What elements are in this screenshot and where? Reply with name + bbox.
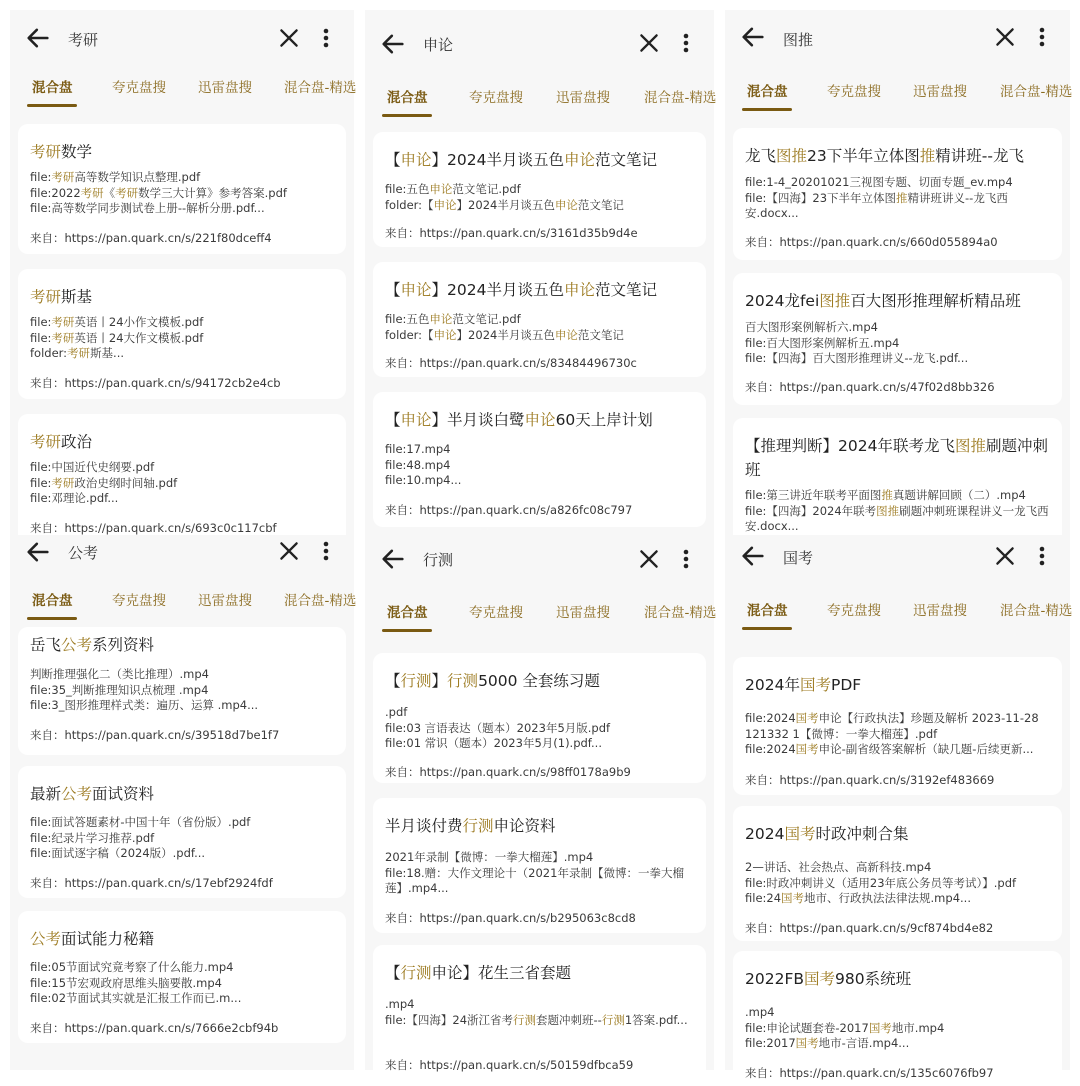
- tab-indicator: [742, 108, 792, 111]
- result-files: [30, 170, 336, 217]
- search-term-highlight: 国考: [868, 1020, 892, 1035]
- file-entry: file:3_图形推理样式类：遍历、运算 .mp4...: [30, 698, 259, 712]
- file-entry: file:17.mp4: [385, 442, 451, 456]
- results-list: [365, 645, 714, 1070]
- result-title: 考研数学: [30, 143, 93, 161]
- result-source[interactable]: 来自：https://pan.quark.cn/s/47f02d8bb326: [745, 380, 995, 394]
- file-entry: file:面试答题素材-中国十年（省份版）.pdf: [30, 815, 251, 829]
- close-icon[interactable]: [636, 546, 662, 572]
- file-entry: file:中国近代史纲要.pdf: [30, 460, 155, 474]
- file-entry: 判断推理强化二（类比推理）.mp4: [30, 667, 209, 681]
- search-panel-xingce: [365, 535, 717, 1072]
- search-term-highlight: 申论: [400, 411, 432, 429]
- result-card[interactable]: [18, 414, 346, 544]
- result-title: 2024年国考PDF: [745, 676, 862, 694]
- result-card[interactable]: [733, 128, 1062, 260]
- result-title: 【行测申论】花生三省套题: [385, 964, 572, 982]
- top-bar: [725, 535, 1070, 581]
- search-term-highlight: 行测: [601, 1012, 625, 1027]
- search-term-highlight: 申论: [433, 327, 457, 342]
- file-entry: file:24国考地市、行政执法法律法规.mp4...: [745, 891, 971, 905]
- result-card[interactable]: [18, 269, 346, 399]
- search-term-highlight: 图推: [819, 292, 851, 310]
- tab-quark[interactable]: 夸克盘搜: [827, 84, 881, 100]
- tab-xunlei[interactable]: 迅雷盘搜: [198, 593, 252, 609]
- result-title: 岳飞公考系列资料: [30, 636, 155, 654]
- result-card[interactable]: [18, 766, 346, 898]
- result-files: [385, 850, 696, 897]
- file-entry: file:五色申论范文笔记.pdf: [385, 182, 521, 196]
- result-files: [30, 960, 336, 1007]
- file-entry: 百大图形案例解析六.mp4: [745, 320, 878, 334]
- search-term-highlight: 行测: [513, 1012, 537, 1027]
- file-entry: file:【四海】2024年联考图推刷题冲刺班课程讲义一龙飞西安.docx...: [745, 503, 1049, 533]
- result-source[interactable]: 来自：https://pan.quark.cn/s/3192ef483669: [745, 773, 995, 787]
- result-source[interactable]: 来自：https://pan.quark.cn/s/39518d7be1f7: [30, 728, 280, 742]
- more-vertical-icon[interactable]: [316, 25, 336, 51]
- result-files: [745, 711, 1052, 758]
- search-term-highlight: 申论: [400, 281, 432, 299]
- tab-indicator: [27, 617, 77, 620]
- result-title: 【申论】半月谈白鹭申论60天上岸计划: [385, 411, 653, 429]
- result-source[interactable]: 来自：https://pan.quark.cn/s/660d055894a0: [745, 235, 998, 249]
- search-term-highlight: 行测: [462, 817, 494, 835]
- tab-mixed-featured[interactable]: 混合盘-精选: [1000, 84, 1073, 100]
- close-icon[interactable]: [276, 538, 302, 564]
- search-term-highlight: 推: [896, 190, 908, 205]
- file-entry: file:邓理论.pdf...: [30, 491, 119, 505]
- result-source[interactable]: 来自：https://pan.quark.cn/s/98ff0178a9b9: [385, 765, 631, 779]
- file-entry: file:2017国考地市-言语.mp4...: [745, 1036, 910, 1050]
- arrow-left-icon[interactable]: [379, 545, 407, 573]
- search-term-highlight: 考研: [30, 143, 62, 161]
- result-source[interactable]: 来自：https://pan.quark.cn/s/17ebf2924fdf: [30, 876, 273, 890]
- result-files: [745, 1005, 1052, 1052]
- file-entry: file:时政冲刺讲义（适用23年底公务员等考试）】.pdf: [745, 875, 1017, 890]
- file-entry: file:2024国考申论-副省级答案解析（缺几题-后续更新...: [745, 742, 1034, 756]
- tab-bar: [10, 68, 357, 114]
- search-term-highlight: 考研: [80, 185, 104, 200]
- tab-indicator: [382, 114, 432, 117]
- search-term-highlight: 考研: [115, 185, 139, 200]
- result-files: [385, 705, 696, 752]
- arrow-left-icon[interactable]: [24, 24, 52, 52]
- search-query[interactable]: 行测: [423, 551, 454, 569]
- tab-xunlei[interactable]: 迅雷盘搜: [198, 80, 252, 96]
- file-entry: file:03 言语表达（题本）2023年5月版.pdf: [385, 720, 611, 735]
- file-entry: file:面试逐字稿（2024版）.pdf...: [30, 846, 206, 860]
- result-files: [745, 320, 1052, 367]
- result-title: 2022FB国考980系统班: [745, 970, 912, 988]
- file-entry: file:【四海】百大图形推理讲义--龙飞.pdf...: [745, 351, 969, 365]
- tab-quark[interactable]: 夸克盘搜: [112, 80, 166, 96]
- file-entry: file:【四海】23下半年立体图推精讲班讲义--龙飞西安.docx...: [745, 190, 1008, 220]
- tab-bar: [725, 591, 1073, 637]
- file-entry: file:【四海】24浙江省考行测套题冲刺班--行测1答案.pdf...: [385, 1012, 688, 1027]
- result-card[interactable]: [373, 945, 706, 1080]
- result-files: [385, 997, 696, 1028]
- result-card[interactable]: [373, 392, 706, 527]
- file-entry: file:10.mp4...: [385, 473, 462, 487]
- results-list: [365, 124, 714, 535]
- result-title: 【行测】行测5000 全套练习题: [385, 672, 600, 690]
- search-term-highlight: 行测: [447, 672, 479, 690]
- result-files: [745, 488, 1052, 535]
- close-icon[interactable]: [636, 30, 662, 56]
- tab-mixed-featured[interactable]: 混合盘-精选: [284, 593, 357, 609]
- file-entry: file:申论试题套卷-2017国考地市.mp4: [745, 1020, 945, 1035]
- search-term-highlight: 国考: [795, 711, 819, 725]
- file-entry: file:五色申论范文笔记.pdf: [385, 312, 521, 326]
- file-entry: file:高等数学同步测试卷上册--解析分册.pdf...: [30, 201, 265, 215]
- search-term-highlight: 国考: [781, 891, 805, 905]
- tab-bar: [10, 581, 357, 627]
- top-bar: [10, 535, 354, 575]
- tab-indicator: [742, 627, 792, 630]
- tab-mixed[interactable]: 混合盘: [32, 80, 73, 96]
- result-title: 【推理判断】2024年联考龙飞图推刷题冲刺班: [745, 437, 1048, 479]
- search-panel-gongkao: [10, 535, 357, 1070]
- search-term-highlight: 考研: [51, 475, 75, 490]
- search-panel-tutui: [725, 10, 1073, 535]
- search-term-highlight: 考研: [51, 315, 75, 329]
- result-card[interactable]: [733, 273, 1062, 405]
- result-card[interactable]: [373, 798, 706, 933]
- file-entry: file:1-4_20201021三视图专题、切面专题_ev.mp4: [745, 175, 1013, 189]
- result-title: 2024龙fei图推百大图形推理解析精品班: [745, 292, 1021, 310]
- result-source[interactable]: 来自：https://pan.quark.cn/s/135c6076fb97: [745, 1066, 994, 1080]
- result-source[interactable]: 来自：https://pan.quark.cn/s/221f80dceff4: [30, 231, 272, 245]
- tab-quark[interactable]: 夸克盘搜: [827, 603, 881, 619]
- search-term-highlight: 申论: [554, 327, 578, 342]
- search-term-highlight: 公考: [30, 930, 62, 948]
- file-entry: file:05节面试究竟考察了什么能力.mp4: [30, 960, 234, 974]
- file-entry: 2—讲话、社会热点、高新科技.mp4: [745, 860, 932, 874]
- search-query[interactable]: 国考: [783, 549, 814, 567]
- results-list: [10, 114, 354, 535]
- result-source[interactable]: 来自：https://pan.quark.cn/s/50159dfbca59: [385, 1058, 634, 1072]
- tab-bar: [365, 78, 717, 124]
- search-term-highlight: 申论: [563, 151, 595, 169]
- arrow-left-icon[interactable]: [379, 30, 407, 58]
- file-entry: file:考研英语丨24大作文模板.pdf: [30, 330, 204, 345]
- search-term-highlight: 国考: [795, 742, 819, 756]
- tab-bar: [365, 593, 717, 639]
- file-entry: file:2024国考申论【行政执法】珍题及解析 2023-11-28 121332 1【微博：一拳大榴莲】.pdf: [745, 711, 1039, 741]
- search-term-highlight: 考研: [51, 330, 75, 345]
- search-term-highlight: 申论: [563, 281, 595, 299]
- top-bar: [365, 10, 714, 78]
- search-term-highlight: 国考: [799, 676, 831, 694]
- search-term-highlight: 申论: [554, 197, 578, 212]
- search-term-highlight: 推: [881, 488, 893, 502]
- result-title: 2024国考时政冲刺合集: [745, 825, 909, 843]
- top-bar: [365, 535, 714, 591]
- search-term-highlight: 图推: [876, 503, 900, 518]
- result-files: [385, 182, 696, 213]
- results-list: [10, 628, 354, 1070]
- close-icon[interactable]: [276, 25, 302, 51]
- result-title: 最新公考面试资料: [30, 785, 155, 803]
- search-panel-guokao: [725, 535, 1073, 1080]
- file-entry: file:15节宏观政府思维头脑要散.mp4: [30, 975, 222, 990]
- search-term-highlight: 申论: [433, 197, 457, 212]
- search-term-highlight: 国考: [795, 1036, 819, 1050]
- file-entry: file:48.mp4: [385, 457, 451, 472]
- search-term-highlight: 国考: [804, 970, 836, 988]
- search-term-highlight: 图推: [776, 147, 808, 165]
- result-source[interactable]: 来自：https://pan.quark.cn/s/b295063c8cd8: [385, 911, 636, 925]
- result-card[interactable]: [373, 262, 706, 377]
- search-term-highlight: 公考: [61, 785, 93, 803]
- results-list: [725, 120, 1070, 535]
- result-card[interactable]: [733, 657, 1062, 795]
- search-term-highlight: 国考: [784, 825, 816, 843]
- search-panel-shenlun: [365, 10, 717, 535]
- tab-mixed[interactable]: 混合盘: [387, 90, 428, 106]
- tab-mixed[interactable]: 混合盘: [387, 605, 428, 621]
- search-term-highlight: 考研: [30, 433, 62, 451]
- result-title: 考研政治: [30, 433, 93, 451]
- search-term-highlight: 申论: [429, 182, 453, 196]
- result-files: [30, 460, 336, 507]
- arrow-left-icon[interactable]: [739, 23, 767, 51]
- search-term-highlight: 考研: [51, 170, 75, 184]
- tab-xunlei[interactable]: 迅雷盘搜: [913, 603, 967, 619]
- close-icon[interactable]: [992, 543, 1018, 569]
- result-source[interactable]: 来自：https://pan.quark.cn/s/94172cb2e4cb: [30, 376, 281, 390]
- result-files: [745, 860, 1052, 907]
- result-source[interactable]: 来自：https://pan.quark.cn/s/9cf874bd4e82: [745, 921, 994, 935]
- tab-bar: [725, 72, 1073, 118]
- file-entry: file:纪录片学习推荐.pdf: [30, 830, 155, 845]
- result-card[interactable]: [733, 951, 1062, 1086]
- file-entry: 2021年录制【微博：一拳大榴莲】.mp4: [385, 850, 594, 864]
- file-entry: file:18.赠：大作文理论十（2021年录制【微博：一拳大榴莲】.mp4...: [385, 865, 684, 895]
- tab-mixed-featured[interactable]: 混合盘-精选: [284, 80, 357, 96]
- file-entry: .pdf: [385, 705, 408, 719]
- file-entry: file:35_判断推理知识点梳理 .mp4: [30, 682, 209, 697]
- result-source[interactable]: 来自：https://pan.quark.cn/s/a826fc08c797: [385, 503, 633, 517]
- tab-xunlei[interactable]: 迅雷盘搜: [556, 90, 610, 106]
- search-term-highlight: 行测: [400, 672, 432, 690]
- tab-xunlei[interactable]: 迅雷盘搜: [556, 605, 610, 621]
- more-vertical-icon[interactable]: [316, 538, 336, 564]
- search-term-highlight: 考研: [30, 288, 62, 306]
- tab-quark[interactable]: 夸克盘搜: [469, 605, 523, 621]
- result-source[interactable]: 来自：https://pan.quark.cn/s/83484496730c: [385, 356, 637, 370]
- results-list: [725, 653, 1070, 1080]
- file-entry: file:考研政治史纲时间轴.pdf: [30, 475, 178, 490]
- top-bar: [10, 10, 354, 68]
- result-files: [30, 315, 336, 362]
- search-term-highlight: 公考: [61, 636, 93, 654]
- file-entry: file:第三讲近年联考平面图推真题讲解回顾（二）.mp4: [745, 488, 1026, 502]
- search-query[interactable]: 公考: [68, 544, 99, 562]
- result-card[interactable]: [733, 806, 1062, 941]
- result-source[interactable]: 来自：https://pan.quark.cn/s/693c0c117cbf: [30, 521, 277, 535]
- result-card[interactable]: [18, 627, 346, 755]
- result-title: 龙飞图推23下半年立体图推精讲班--龙飞: [745, 147, 1024, 165]
- tab-indicator: [382, 629, 432, 632]
- search-term-highlight: 申论: [429, 312, 453, 326]
- close-icon[interactable]: [992, 24, 1018, 50]
- tab-mixed-featured[interactable]: 混合盘-精选: [644, 605, 717, 621]
- result-title: 公考面试能力秘籍: [30, 930, 155, 948]
- result-title: 【申论】2024半月谈五色申论范文笔记: [385, 151, 658, 169]
- search-term-highlight: 行测: [400, 964, 432, 982]
- tab-mixed-featured[interactable]: 混合盘-精选: [644, 90, 717, 106]
- search-term-highlight: 申论: [400, 151, 432, 169]
- more-vertical-icon[interactable]: [676, 30, 696, 56]
- tab-quark[interactable]: 夸克盘搜: [112, 593, 166, 609]
- search-term-highlight: 考研: [67, 346, 91, 360]
- file-entry: file:百大图形案例解析五.mp4: [745, 335, 900, 350]
- tab-quark[interactable]: 夸克盘搜: [469, 90, 523, 106]
- more-vertical-icon[interactable]: [676, 546, 696, 572]
- search-term-highlight: 图推: [954, 437, 986, 455]
- search-query[interactable]: 考研: [68, 31, 99, 49]
- file-entry: .mp4: [385, 997, 415, 1011]
- search-term-highlight: 推: [919, 147, 936, 165]
- result-files: [30, 815, 336, 862]
- tab-mixed[interactable]: 混合盘: [32, 593, 73, 609]
- arrow-left-icon[interactable]: [739, 542, 767, 570]
- tab-xunlei[interactable]: 迅雷盘搜: [913, 84, 967, 100]
- file-entry: folder:【申论】2024半月谈五色申论范文笔记: [385, 327, 624, 342]
- more-vertical-icon[interactable]: [1032, 24, 1052, 50]
- result-files: [385, 442, 696, 489]
- file-entry: folder:【申论】2024半月谈五色申论范文笔记: [385, 197, 624, 212]
- search-term-highlight: 申论: [524, 411, 556, 429]
- result-files: [745, 175, 1052, 222]
- search-query[interactable]: 申论: [423, 36, 454, 54]
- tab-mixed[interactable]: 混合盘: [747, 84, 788, 100]
- search-query[interactable]: 图推: [783, 31, 814, 49]
- file-entry: .mp4: [745, 1005, 775, 1019]
- result-card[interactable]: [18, 911, 346, 1043]
- result-card[interactable]: [373, 653, 706, 783]
- result-title: 半月谈付费行测申论资料: [385, 817, 556, 835]
- result-files: [30, 667, 336, 714]
- tab-mixed-featured[interactable]: 混合盘-精选: [1000, 603, 1073, 619]
- file-entry: file:01 常识（题本）2023年5月(1).pdf...: [385, 736, 602, 750]
- result-title: 考研斯基: [30, 288, 93, 306]
- result-source[interactable]: 来自：https://pan.quark.cn/s/3161d35b9d4e: [385, 226, 638, 240]
- arrow-left-icon[interactable]: [24, 538, 52, 566]
- tab-mixed[interactable]: 混合盘: [747, 603, 788, 619]
- result-files: [385, 312, 696, 343]
- result-title: 【申论】2024半月谈五色申论范文笔记: [385, 281, 658, 299]
- file-entry: file:02节面试其实就是汇报工作而已.m...: [30, 991, 242, 1005]
- tab-indicator: [27, 104, 77, 107]
- file-entry: folder:考研斯基...: [30, 346, 125, 360]
- file-entry: file:考研高等数学知识点整理.pdf: [30, 170, 201, 184]
- top-bar: [725, 10, 1070, 72]
- result-card[interactable]: [18, 124, 346, 254]
- more-vertical-icon[interactable]: [1032, 543, 1052, 569]
- result-source[interactable]: 来自：https://pan.quark.cn/s/7666e2cbf94b: [30, 1021, 279, 1035]
- search-panel-kaoyan: [10, 10, 357, 535]
- file-entry: file:2022考研《考研数学三大计算》参考答案.pdf: [30, 185, 287, 200]
- result-card[interactable]: [373, 132, 706, 247]
- file-entry: file:考研英语丨24小作文模板.pdf: [30, 315, 204, 329]
